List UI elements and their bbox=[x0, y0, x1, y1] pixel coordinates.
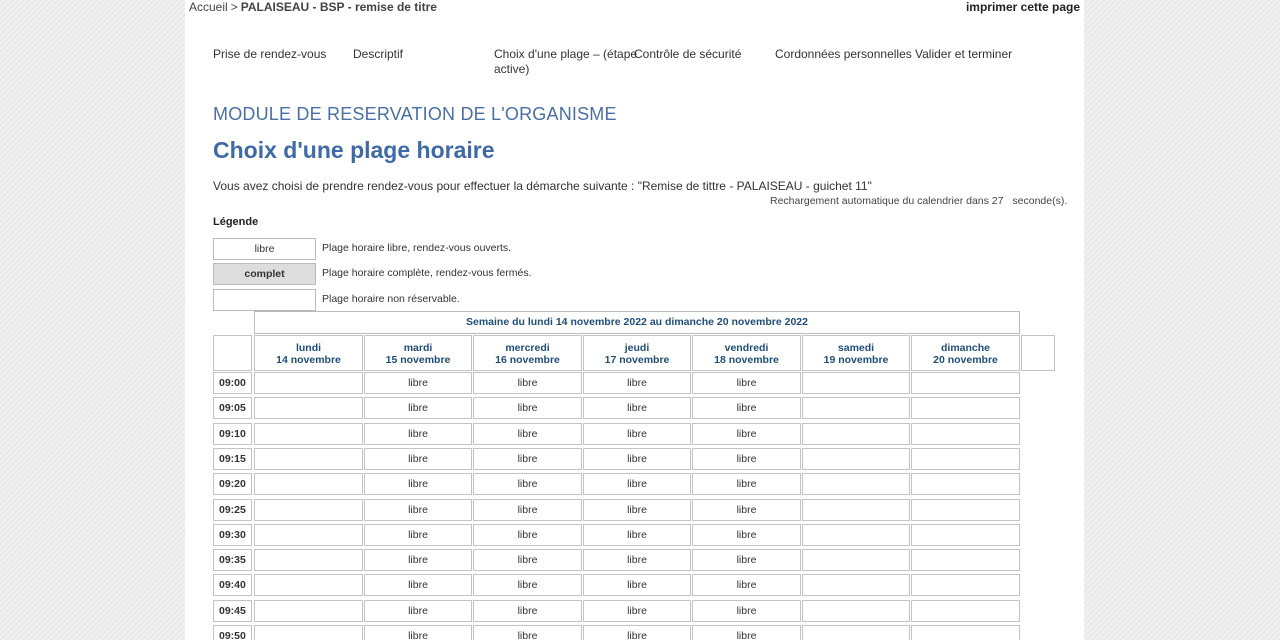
day-date: 17 novembre bbox=[604, 354, 670, 366]
module-title: MODULE DE RESERVATION DE L'ORGANISME bbox=[213, 104, 617, 124]
slot-non-reservable bbox=[254, 600, 363, 622]
slot-non-reservable bbox=[802, 574, 910, 596]
time-label: 09:15 bbox=[213, 448, 252, 470]
step-prise-de-rendez-vous: Prise de rendez-vous bbox=[213, 47, 327, 61]
slot-non-reservable bbox=[911, 372, 1020, 394]
day-name: vendredi bbox=[724, 342, 769, 354]
slot-libre[interactable]: libre bbox=[473, 574, 582, 596]
slot-libre[interactable]: libre bbox=[473, 499, 582, 521]
slot-non-reservable bbox=[254, 549, 363, 571]
slot-libre[interactable]: libre bbox=[583, 372, 691, 394]
time-label: 09:10 bbox=[213, 423, 252, 445]
breadcrumb bbox=[189, 0, 437, 14]
slot-libre[interactable]: libre bbox=[473, 397, 582, 419]
legend-box-non-reservable bbox=[213, 289, 316, 311]
legend-row-complet bbox=[213, 263, 613, 285]
slot-libre[interactable]: libre bbox=[364, 524, 472, 546]
slot-non-reservable bbox=[911, 473, 1020, 495]
slot-non-reservable bbox=[911, 549, 1020, 571]
slot-non-reservable bbox=[802, 549, 910, 571]
slot-libre[interactable]: libre bbox=[473, 448, 582, 470]
slot-libre[interactable]: libre bbox=[364, 372, 472, 394]
step-choix-plage-active bbox=[494, 47, 637, 77]
slot-non-reservable bbox=[802, 448, 910, 470]
slot-non-reservable bbox=[911, 397, 1020, 419]
slot-libre[interactable]: libre bbox=[473, 625, 582, 640]
legend-title: Légende bbox=[213, 216, 259, 228]
slot-libre[interactable]: libre bbox=[473, 600, 582, 622]
slot-libre[interactable]: libre bbox=[692, 549, 801, 571]
slot-non-reservable bbox=[254, 574, 363, 596]
legend-text-non-reservable: Plage horaire non réservable. bbox=[322, 293, 460, 305]
legend-text-complet: Plage horaire complète, rendez-vous fermés. bbox=[322, 267, 532, 279]
time-label: 09:20 bbox=[213, 473, 252, 495]
slot-libre[interactable]: libre bbox=[692, 499, 801, 521]
top-bar bbox=[189, 0, 1080, 16]
slot-non-reservable bbox=[911, 574, 1020, 596]
day-header-lundi bbox=[254, 335, 363, 371]
slot-non-reservable bbox=[802, 423, 910, 445]
slot-non-reservable bbox=[911, 625, 1020, 640]
step-controle-securite: Contrôle de sécurité bbox=[634, 47, 742, 61]
slot-non-reservable bbox=[802, 473, 910, 495]
slot-libre[interactable]: libre bbox=[473, 549, 582, 571]
print-page-link[interactable]: imprimer cette page bbox=[965, 0, 1080, 14]
slot-non-reservable bbox=[254, 524, 363, 546]
time-label: 09:50 bbox=[213, 625, 252, 640]
slot-non-reservable bbox=[802, 600, 910, 622]
slot-libre[interactable]: libre bbox=[364, 549, 472, 571]
day-name: dimanche bbox=[940, 342, 990, 354]
reload-unit: seconde(s). bbox=[1012, 195, 1068, 207]
day-header-dimanche bbox=[911, 335, 1020, 371]
slot-libre[interactable]: libre bbox=[583, 423, 691, 445]
slot-libre[interactable]: libre bbox=[473, 372, 582, 394]
day-date: 16 novembre bbox=[495, 354, 560, 366]
slot-non-reservable bbox=[254, 397, 363, 419]
slot-non-reservable bbox=[911, 499, 1020, 521]
intro-text: Vous avez choisi de prendre rendez-vous pour effectuer la démarche suivante : "Remise de tittre - PALAISEAU - guichet 11" bbox=[213, 179, 872, 193]
day-name: jeudi bbox=[624, 342, 650, 354]
slot-libre[interactable]: libre bbox=[583, 625, 691, 640]
day-name: mardi bbox=[403, 342, 433, 354]
slot-non-reservable bbox=[254, 448, 363, 470]
slot-libre[interactable]: libre bbox=[473, 473, 582, 495]
breadcrumb-current: PALAISEAU - BSP - remise de titre bbox=[240, 0, 437, 14]
day-date: 18 novembre bbox=[714, 354, 779, 366]
day-header-vendredi bbox=[692, 335, 801, 371]
slot-libre[interactable]: libre bbox=[692, 600, 801, 622]
slot-libre[interactable]: libre bbox=[692, 473, 801, 495]
slot-libre[interactable]: libre bbox=[364, 499, 472, 521]
slot-libre[interactable]: libre bbox=[364, 423, 472, 445]
slot-non-reservable bbox=[802, 372, 910, 394]
day-header-mardi bbox=[364, 335, 472, 371]
slot-non-reservable bbox=[254, 499, 363, 521]
step-valider: Valider et terminer bbox=[915, 47, 1013, 61]
slot-libre[interactable]: libre bbox=[692, 372, 801, 394]
time-label: 09:45 bbox=[213, 600, 252, 622]
page-container bbox=[185, 0, 1084, 640]
day-name: lundi bbox=[295, 342, 322, 354]
day-header-jeudi bbox=[583, 335, 691, 371]
slot-libre[interactable]: libre bbox=[692, 397, 801, 419]
slot-non-reservable bbox=[254, 372, 363, 394]
slot-non-reservable bbox=[802, 524, 910, 546]
day-date: 20 novembre bbox=[933, 354, 998, 366]
time-label: 09:05 bbox=[213, 397, 252, 419]
slot-libre[interactable]: libre bbox=[692, 524, 801, 546]
slot-non-reservable bbox=[911, 448, 1020, 470]
slot-libre[interactable]: libre bbox=[583, 473, 691, 495]
reload-text: Rechargement automatique du calendrier dans 27 bbox=[770, 195, 1004, 207]
slot-libre[interactable]: libre bbox=[692, 448, 801, 470]
page-title: Choix d'une plage horaire bbox=[213, 137, 495, 163]
day-header-mercredi bbox=[473, 335, 582, 371]
time-label: 09:25 bbox=[213, 499, 252, 521]
time-label: 09:30 bbox=[213, 524, 252, 546]
day-date: 19 novembre bbox=[823, 354, 889, 366]
legend-row-libre bbox=[213, 238, 613, 260]
breadcrumb-separator: > bbox=[230, 0, 238, 14]
slot-non-reservable bbox=[802, 499, 910, 521]
legend-row-non-reservable bbox=[213, 289, 613, 311]
slot-libre[interactable]: libre bbox=[364, 625, 472, 640]
slot-libre[interactable]: libre bbox=[692, 423, 801, 445]
day-date: 15 novembre bbox=[385, 354, 451, 366]
slot-non-reservable bbox=[254, 473, 363, 495]
slot-libre[interactable]: libre bbox=[364, 448, 472, 470]
time-label: 09:35 bbox=[213, 549, 252, 571]
calendar-corner-cell bbox=[213, 335, 252, 371]
slot-non-reservable bbox=[911, 423, 1020, 445]
legend-text-libre: Plage horaire libre, rendez-vous ouverts. bbox=[322, 242, 512, 254]
slot-libre[interactable]: libre bbox=[583, 524, 691, 546]
slot-libre[interactable]: libre bbox=[583, 448, 691, 470]
slot-non-reservable bbox=[802, 625, 910, 640]
slot-libre[interactable]: libre bbox=[583, 600, 691, 622]
week-header: Semaine du lundi 14 novembre 2022 au dimanche 20 novembre 2022 bbox=[254, 311, 1020, 334]
time-label: 09:40 bbox=[213, 574, 252, 596]
day-date: 14 novembre bbox=[276, 354, 341, 366]
day-header-samedi bbox=[802, 335, 910, 371]
day-name: mercredi bbox=[505, 342, 550, 354]
slot-libre[interactable]: libre bbox=[364, 397, 472, 419]
slot-libre[interactable]: libre bbox=[583, 397, 691, 419]
breadcrumb-home-link[interactable]: Accueil bbox=[189, 0, 228, 14]
slot-libre[interactable]: libre bbox=[364, 473, 472, 495]
step-choix-plage-label: Choix d'une plage – (étape bbox=[494, 47, 638, 61]
slot-libre[interactable]: libre bbox=[364, 600, 472, 622]
slot-non-reservable bbox=[254, 625, 363, 640]
slot-libre[interactable]: libre bbox=[692, 574, 801, 596]
reload-notice bbox=[770, 195, 1067, 207]
step-descriptif: Descriptif bbox=[353, 47, 404, 61]
step-coordonnees: Cordonnées personnelles bbox=[775, 47, 912, 61]
legend-box-libre: libre bbox=[213, 238, 316, 260]
slot-non-reservable bbox=[911, 524, 1020, 546]
slot-libre[interactable]: libre bbox=[473, 524, 582, 546]
slot-non-reservable bbox=[911, 600, 1020, 622]
slot-libre[interactable]: libre bbox=[583, 549, 691, 571]
day-name: samedi bbox=[837, 342, 875, 354]
slot-non-reservable bbox=[802, 397, 910, 419]
step-choix-plage-label-2: active) bbox=[494, 62, 530, 76]
slot-libre[interactable]: libre bbox=[583, 574, 691, 596]
slot-libre[interactable]: libre bbox=[364, 574, 472, 596]
slot-libre[interactable]: libre bbox=[692, 625, 801, 640]
calendar-nav-cell bbox=[1021, 335, 1055, 371]
slot-libre[interactable]: libre bbox=[583, 499, 691, 521]
slot-libre[interactable]: libre bbox=[473, 423, 582, 445]
legend-box-complet: complet bbox=[213, 263, 316, 285]
time-label: 09:00 bbox=[213, 372, 252, 394]
slot-non-reservable bbox=[254, 423, 363, 445]
